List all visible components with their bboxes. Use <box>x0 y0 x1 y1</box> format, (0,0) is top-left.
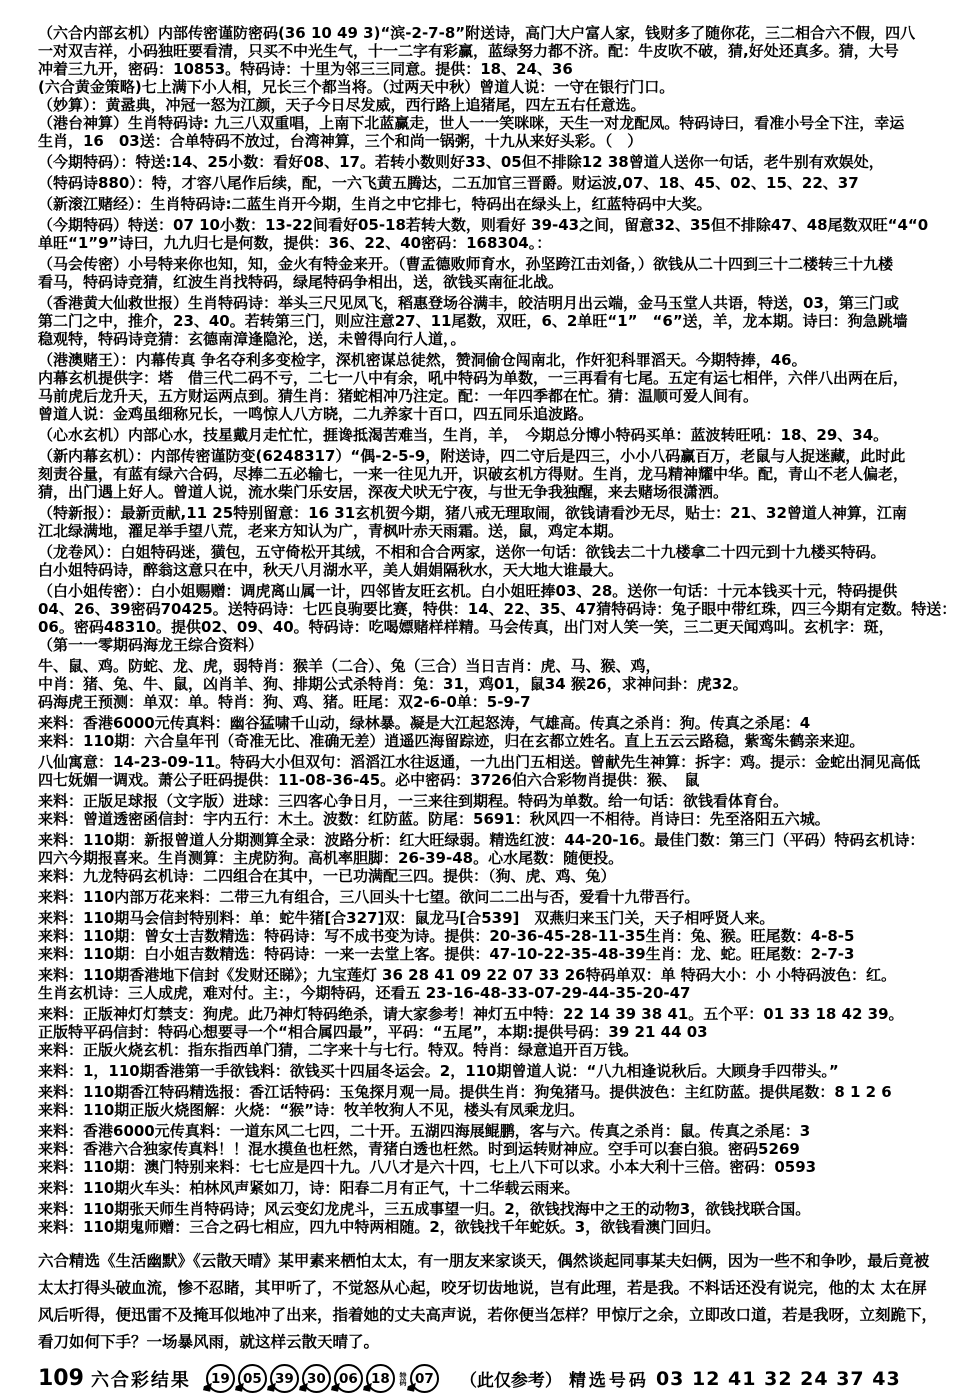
text-line: 来料：九龙特码玄机诗：二四组合在其中，一已功满配三四。提供：（狗、虎、鸡、兔） <box>38 867 616 885</box>
special-result-ball: 07 <box>410 1364 439 1393</box>
text-line: （今期特码）特送：07 10小数：13-22间看好05-18若转大数，则看好 39-43之间，留意32、35但不排除47、48尾数双旺“4“0 <box>38 216 929 234</box>
selected-numbers: 03 12 41 32 24 37 43 <box>655 1367 901 1390</box>
text-line: 刻责谷量，有蓝有绿六合码，尽捧二五必输七，一来一往见九开，识破玄机方得财。生肖，龙马精神耀中华。配，青山不老人偏老， <box>38 465 909 483</box>
text-line: 内幕玄机提供字：塔 借三代二码不亏，二七一八中有余，吼中特码为单数，一三再看有七尾。五定有运七相伴，六伴八出两在后， <box>38 369 909 387</box>
text-line: 来料：110期香港地下信封《发财还睇》；九宝莲灯 36 28 41 09 22 07 33 26特码单双：单 特码大小：小 小特码波色：红。 <box>38 966 897 984</box>
text-line: 06。密码48310。提供02、09、40。特码诗：吃喝嫖赌样样精。马会传真，出门对人笑一笑，三二更天闻鸡叫。玄机字：斑， <box>38 618 894 636</box>
text-line: （龙卷风）：白姐特码迷，獚包，五守倚松开其绒，不相和合合两家，送你一句话：欲钱去二十九楼拿二十四元到十九楼买特码。 <box>38 543 886 561</box>
text-line: 白小姐特码诗，醉翁这意只在中，秋天八月湖水平，美人娟娟隔秋水，天大地大谁最大。 <box>38 561 624 579</box>
reference-note: （此仅参考） <box>459 1371 562 1391</box>
result-ball: 39 <box>270 1364 299 1393</box>
text-line: 来料：110期：澳门特别来料：七七应是四十九。八八才是六十四，七上八下可以求。小本大利十三倍。密码：0593 <box>38 1158 817 1176</box>
text-line: 来料：曾道透密函信封：宇内五行：木土。波数：红防蓝。防尾：5691：秋风四一不相待。肖诗曰：先至洛阳五六城。 <box>38 810 830 828</box>
text-line: 码海虎王预测：单双：单。特肖：狗、鸡、猪。旺尾：双2-6-0单：5-9-7 <box>38 693 531 711</box>
text-line: 来料：110期香江特码精选报：香江话特码：玉兔探月观一局。提供生肖：狗兔猪马。提供波色：主红防蓝。提供尾数：8 1 2 6 <box>38 1083 892 1101</box>
text-line: （港澳赌王）：内幕传真 争名夺利多变检字，深机密谋总徒然，赞洞偷仓闯南北，作奸犯科罪滔天。今期特捧，46。 <box>38 351 807 369</box>
text-line: 来料：110期：曾女士吉数精选：特码诗：写不成书变为诗。提供：20-36-45-28-11-35生肖：兔、猴。旺尾数：4-8-5 <box>38 927 855 945</box>
text-line: （新内幕玄机）：内部传密谨防变(6248317）“偶-2-5-9，附送诗，四二守后是四三，小小八码赢百万，老鼠与人捉迷藏，此时此 <box>38 447 906 465</box>
result-ball: 18 <box>366 1364 395 1393</box>
text-line: 马前虎后龙升天，五方财运两点到。猜生肖：猪蛇相冲乃注定。配：一年四季都在忙。猜：温顺可爱人间有。 <box>38 387 759 405</box>
humor-story-line: 风后听得，便迅雷不及掩耳似地冲了出来，指着她的丈夫高声说，若你便当怎样？甲惊厅之余，立即改口道，若是我呀，立刻跪下， <box>38 1306 938 1324</box>
text-line: (六合黄金策略)七上满下小人相，兄长三个都当将。（过两天中秋）曾道人说：一守在银行门口。 <box>38 78 675 96</box>
result-ball: 30 <box>302 1364 331 1393</box>
text-line: 04、26、39密码70425。送特码诗：七匹良驹要比赛，特供：14、22、35、47猜特码诗：兔子眼中带红珠，四三今期有定数。特送： <box>38 600 957 618</box>
text-line: （港台神算）生肖特码诗: 九三八双重唱，上南下北蓝赢走，世人一一笑咪咪，天生一对龙配凤。特码诗曰，看准小号全下注，幸运 <box>38 114 905 132</box>
text-line: 来料：正版足球报（文字版）进球：三四客心争日月，一三来往到期程。特码为单数。给一句话：欲钱看体育台。 <box>38 792 789 810</box>
text-line: 四六今期报喜来。生肖测算：主虎防狗。高机率胆脚：26-39-48。心水尾数：随便投。 <box>38 849 624 867</box>
text-line: （今期特码）：特送:14、25小数：看好08、17。若转小数则好33、05但不排除12 38曾道人送你一句话，老牛别有欢娱处， <box>38 153 884 171</box>
text-line: 稳观特，特码诗竞猜：玄德南漳逢隐沦，送，未曾得向行人道，。 <box>38 330 466 348</box>
text-line: 八仙寓意：14-23-09-11。特码大小但双句：滔滔江水往返通，一九出门五相送。曾献先生神算：拆字：鸡。提示：金蛇出洞见高低 <box>38 753 921 771</box>
result-ball: 06 <box>334 1364 363 1393</box>
result-ball: 19 <box>206 1364 235 1393</box>
text-line: （第一一零期码海龙王综合资料） <box>38 636 264 654</box>
text-line: 来料：110内部万花来料：二带三九有组合，三八回头十七望。欲问二二出与否，爱看十九带吾行。 <box>38 888 700 906</box>
text-line: 来料：110期火车头：柏林风声紧如刀，诗：阳春二月有正气，十二华载云雨来。 <box>38 1179 580 1197</box>
result-label: 六合彩结果 <box>90 1369 191 1391</box>
text-line: （特码诗880）：特，才容八尾作后续，配，一六飞黄五腾达，二五加官三晋爵。财运波,07、18、45、02、15、22、37 <box>38 174 859 192</box>
text-line: 来料：110期：六合皇年刊（奇准无比、准确无差）逍遥匹海留踪迹，归在玄都立姓名。直上五云云路稳，紫鸾朱鹤亲来迎。 <box>38 732 865 750</box>
text-line: （新滚江赌经）：生肖特码诗:二蓝生肖开今期，生肖之中它排七，特码出在绿头上，红蓝特码中大奖。 <box>38 195 712 213</box>
text-line: 来料：110期正版火烧图解：火烧：“猴”诗：牧羊牧狗人不见，楼头有凤乘龙归。 <box>38 1101 585 1119</box>
text-line: 中肖：猪、兔、牛、鼠，凶肖羊、狗、排期公式杀特肖：兔：31，鸡01，鼠34 猴26，求神问卦：虎32。 <box>38 675 748 693</box>
text-line: （六合内部玄机）内部传密谨防密码(36 10 49 3)“滨-2-7-8”附送诗，高门大户富人家，钱财多了随你花，三二相合六不假，四八 <box>38 24 916 42</box>
text-line: 单旺“1”9”诗曰，九九归七是何数，提供：36、22、40密码：168304。： <box>38 234 552 252</box>
text-line: 正版特平码信封：特码心想要寻一个“相合属四最”，平码：“五尾”，本期:提供号码：39 21 44 03 <box>38 1023 708 1041</box>
text-line: 第二门之中，推介，23、40。若转第三门，则应注意27、11尾数，双旺，6、2单旺“1” “6”送，羊，龙本期。诗曰：狗急跳墙 <box>38 312 908 330</box>
lottery-result-bar <box>38 1364 966 1393</box>
text-line: 来料：正版神灯灯禁支：狗虎。此乃神灯特码绝杀，请大家参考！神灯五中特：22 14 39 38 41。五个平：01 33 18 42 39。 <box>38 1005 904 1023</box>
text-line: 来料：110期马会信封特别料：单：蛇牛猪[合327]双：鼠龙马[合539] 双燕归来玉门关，天子相呼贤人来。 <box>38 909 775 927</box>
special-number-separator: 特码 <box>398 1371 407 1386</box>
text-line: （妙算）：黄盝典，冲冠一怒为江颜，天子今日尽发威，西行路上追猪尾，四左五右任意选。 <box>38 96 646 114</box>
text-line: 牛、鼠、鸡。防蛇、龙、虎，弱特肖：猴羊（二合）、兔（三合）当日吉肖：虎、马、猴、鸡， <box>38 657 661 675</box>
text-line: 冲着三九开，密码：10853。特码诗：十里为邻三三同意。提供：18、24、36 <box>38 60 573 78</box>
humor-story-line: 六合精选《生活幽默》《云散天晴》某甲素来栖怕太太，有一朋友来家谈天，偶然谈起同事某夫妇俩，因为一些不和争吵，最后竟被 <box>38 1252 930 1270</box>
selected-numbers-label: 精选号码 <box>568 1371 649 1391</box>
text-line: 来料：1，110期香港第一手欲钱料：欲钱买十四届冬运会。2，110期曾道人说：“八九相逢说秋后。大顾身手四带头。” <box>38 1062 839 1080</box>
text-line: 江北绿满地，濯足举手望八荒，老来方知认为广，青枫叶赤天雨霜。送，鼠，鸡定本期。 <box>38 522 624 540</box>
text-line: 来料：香港6000元传真料：一道东风二七四，二十开。五湖四海展鲲鹏，客与六。传真之杀肖：鼠。传真之杀尾：3 <box>38 1122 811 1140</box>
issue-number: 109 <box>38 1365 84 1391</box>
humor-story-line: 看刀如何下手？一场暴风雨，就这样云散天晴了。 <box>38 1333 380 1351</box>
text-line: 来料：110期：新报曾道人分期测算全录：波路分析：红大旺绿弱。精选红波：44-20-16。最佳门数：第三门（平码）特码玄机诗： <box>38 831 925 849</box>
text-line: 猜，出门遇上好人。曾道人说，流水柴门乐安居，深夜犬吠无宁夜，与世无争我独醒，来去赌场很潇洒。 <box>38 483 729 501</box>
text-line: 生肖，16 03送：合单特码不放过，台湾神算，三个和尚一锅粥，十九从来好头彩。（ ） <box>38 132 643 150</box>
result-balls <box>206 1364 439 1393</box>
text-line: 来料：110期张天师生肖特码诗；风云变幻龙虎斗，三五成事望一归。2，欲钱找海中之王的动物3，欲钱找联合国。 <box>38 1200 811 1218</box>
text-line: 看马，特码诗竞猜，红波生肖找特码，绿尾特码争相出，送，欲钱买南征北战。 <box>38 273 564 291</box>
text-line: 来料：正版火烧玄机：指东指西单门猜，二字来十与七行。特双。特肖：绿意追开百万钱。 <box>38 1041 639 1059</box>
text-line: 来料：110期鬼师赠：三合之码七相应，四九中特两相随。2，欲钱找千年蛇妖。3，欲钱看澳门回归。 <box>38 1218 721 1236</box>
text-line: 来料：110期：白小姐吉数精选：特码诗：一来一去堂上客。提供：47-10-22-35-48-39生肖：龙、蛇。旺尾数：2-7-3 <box>38 945 855 963</box>
text-line: （心水玄机）内部心水，技星戴月走忙忙，捱谗抵渴苦难当，生肖，羊， 今期总分博小特码买单：蓝波转旺吼：18、29、34。 <box>38 426 889 444</box>
text-line: 曾道人说：金鸡虽细称兄长，一鸣惊人八方晓，二九养家十百口，四五同乐追波路。 <box>38 405 594 423</box>
text-line: 来料：香港6000元传真料：幽谷猛啸千山动，绿林暴。凝是大江起怒涛，气雄高。传真之杀肖：狗。传真之杀尾：4 <box>38 714 811 732</box>
text-line: 一对双吉祥，小码独旺要看清，只买不中光生气，十一二字有彩赢，蓝绿努力都不济。配：牛皮吹不破，猜,好处还真多。猜，大号 <box>38 42 899 60</box>
text-line: 四七妩媚一调戏。萧公子旺码提供：11-08-36-45。必中密码：3726伯六合彩物肖提供：猴、 鼠 <box>38 771 700 789</box>
text-line: （白小姐传密）：白小姐赐赠：调虎离山属一计，四邻皆友旺玄机。白小姐旺捧03、28。送你一句话：十元本钱买十元，特码提供 <box>38 582 898 600</box>
text-line: （马会传密）小号特来你也知，知，金火有特金来开。（曹孟德败师育水，孙坚跨江击刘备，）欲钱从二十四到三十二楼转三十九楼 <box>38 255 894 273</box>
result-ball: 05 <box>238 1364 267 1393</box>
humor-story-line: 太太打得头破血流，惨不忍睹，其甲听了，不觉怒从心起，咬牙切齿地说，岂有此理，若是我。不料话还没有说完，他的太 太在屏 <box>38 1279 927 1297</box>
text-line: 生肖玄机诗：三人成虎，难对付。主：，今期特码，还看五 23-16-48-33-07-29-44-35-20-47 <box>38 984 691 1002</box>
text-line: （特新报）：最新贡献,11 25特别留意：16 31玄机贺今期，猪八戒无理取闹，欲钱请看沙无尽，贴士：21、32曾道人神算，江南 <box>38 504 907 522</box>
text-line: （香港黄大仙救世报）生肖特码诗：举头三尺见凤飞，稻惠登场谷满丰，皎洁明月出云端，金马玉堂人共语，特送，03，第三门或 <box>38 294 899 312</box>
text-line: 来料：香港六合独家传真料！！混水摸鱼也枉然，青猪白透也枉然。时到运转财神应。空手可以套白狼。密码5269 <box>38 1140 800 1158</box>
